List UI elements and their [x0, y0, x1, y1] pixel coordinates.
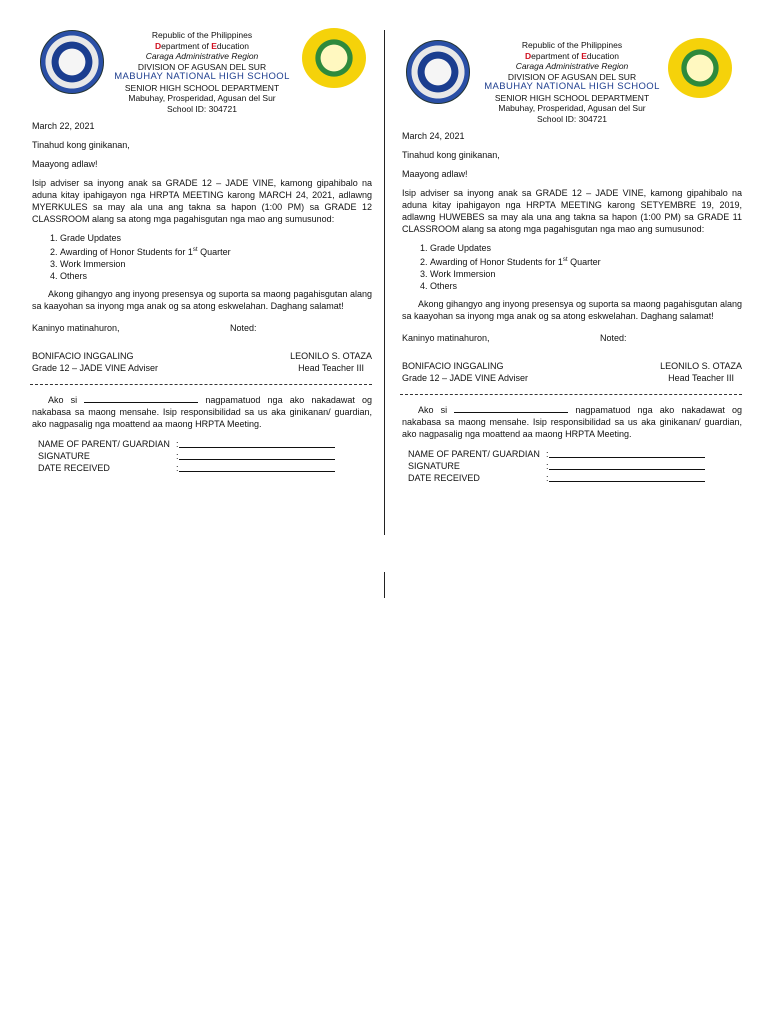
- list-item: 1. Grade Updates: [430, 242, 742, 254]
- noted-label: Noted:: [230, 323, 257, 333]
- page-break-mark: [384, 572, 385, 598]
- field-label-signature: SIGNATURE: [38, 451, 90, 461]
- header-school-id: School ID: 304721: [167, 103, 237, 114]
- header-region: Caraga Administrative Region: [515, 61, 629, 71]
- parent-name-blank[interactable]: [84, 393, 198, 403]
- header-division: DIVISION OF AGUSAN DEL SUR: [137, 61, 267, 72]
- date-received-field[interactable]: [179, 462, 335, 472]
- field-label-parent: NAME OF PARENT/ GUARDIAN: [408, 449, 540, 459]
- letter-body-1: Isip adviser sa inyong anak sa GRADE 12 – JADE VINE, kamong gipahibalo na aduna kitay ipahigayon nga HRPTA MEETING karong MARCH 24, 2021, adlawng MYERKULES sa may ala una ang takna sa hapon (1:00 PM) sa GRADE 12 CLASSROOM alang sa atong mga pagahisgutan nga mao ang sumusunod:: [32, 178, 372, 224]
- letter-date: March 24, 2021: [402, 131, 465, 141]
- letter-right: [402, 0, 742, 484]
- field-label-parent: NAME OF PARENT/ GUARDIAN: [38, 439, 170, 449]
- cut-line: [400, 394, 742, 395]
- header-region: Caraga Administrative Region: [145, 51, 259, 61]
- adviser-title: Grade 12 – JADE VINE Adviser: [402, 373, 529, 383]
- letter-greeting: Maayong adlaw!: [32, 159, 98, 169]
- reply-slip-text: Ako si nagpamatuod nga ako nakadawat og nakabasa sa maong mensahe. Isip responsibilidad sa us aka ginikanan/ guardian, ako nagpasalig nga moattend aa maong HRPTA Meeting.: [402, 405, 742, 439]
- header-school-id: School ID: 304721: [537, 113, 607, 124]
- header-school-name: MABUHAY NATIONAL HIGH SCHOOL: [484, 81, 660, 92]
- agenda-list: [402, 242, 742, 292]
- list-item: 2. Awarding of Honor Students for 1st Quarter: [60, 244, 372, 258]
- parent-name-blank[interactable]: [454, 403, 568, 413]
- letter-body-1: Isip adviser sa inyong anak sa GRADE 12 – JADE VINE, kamong gipahibalo na aduna kitay ipahigayon nga HRPTA MEETING karong SETYEMBRE 19, 2019, adlawng HUWEBES sa may ala una ang takna sa hapon (1:00 PM) sa GRADE 11 CLASSROOM alang sa atong mga pagahisgutan nga mao ang sumusunod:: [402, 188, 742, 234]
- letterhead: [402, 0, 742, 124]
- list-item: 2. Awarding of Honor Students for 1st Quarter: [430, 254, 742, 268]
- cut-line: [30, 384, 372, 385]
- header-address: Mabuhay, Prosperidad, Agusan del Sur: [128, 93, 276, 103]
- head-teacher-name: LEONILO S. OTAZA: [660, 361, 742, 371]
- field-label-signature: SIGNATURE: [408, 461, 460, 471]
- reply-slip-text: Ako si nagpamatuod nga ako nakadawat og nakabasa sa maong mensahe. Isip responsibilidad sa us aka ginikanan/ guardian, ako nagpasalig nga moattend aa maong HRPTA Meeting.: [32, 395, 372, 429]
- header-department: SENIOR HIGH SCHOOL DEPARTMENT: [124, 82, 280, 93]
- head-teacher-title: Head Teacher III: [668, 373, 734, 383]
- list-item: 3. Work Immersion: [430, 268, 742, 280]
- head-teacher-title: Head Teacher III: [298, 363, 364, 373]
- header-division: DIVISION OF AGUSAN DEL SUR: [507, 71, 637, 82]
- header-deped: Department of Education: [154, 40, 250, 51]
- letter-body-2: Akong gihangyo ang inyong presensya og suporta sa maong pagahisgutan alang sa kaayohan sa inyong mga anak og sa atong eskwelahan. Daghang salamat!: [32, 289, 372, 311]
- adviser-name: BONIFACIO INGGALING: [32, 351, 134, 361]
- header-republic: Republic of the Philippines: [521, 40, 623, 50]
- letter-body-2: Akong gihangyo ang inyong presensya og suporta sa maong pagahisgutan alang sa kaayohan sa inyong mga anak og sa atong eskwelahan. Daghang salamat!: [402, 299, 742, 321]
- signature-field[interactable]: [549, 460, 705, 470]
- header-republic: Republic of the Philippines: [151, 30, 253, 40]
- letter-left: [32, 0, 372, 474]
- date-received-field[interactable]: [549, 472, 705, 482]
- head-teacher-name: LEONILO S. OTAZA: [290, 351, 372, 361]
- letter-closing: Kaninyo matinahuron,: [402, 333, 490, 343]
- field-label-date: DATE RECEIVED: [38, 463, 110, 473]
- letter-date: March 22, 2021: [32, 121, 95, 131]
- header-school-name: MABUHAY NATIONAL HIGH SCHOOL: [114, 71, 290, 82]
- adviser-title: Grade 12 – JADE VINE Adviser: [32, 363, 159, 373]
- list-item: 4. Others: [60, 270, 372, 282]
- reply-fields: NAME OF PARENT/ GUARDIAN : SIGNATURE : DATE RECEIVED :: [38, 438, 372, 474]
- reply-fields: NAME OF PARENT/ GUARDIAN : SIGNATURE : DATE RECEIVED :: [408, 448, 742, 484]
- letter-salutation: Tinahud kong ginikanan,: [32, 140, 130, 150]
- header-address: Mabuhay, Prosperidad, Agusan del Sur: [498, 103, 646, 113]
- letterhead: [32, 0, 372, 114]
- header-deped: Department of Education: [524, 50, 620, 61]
- letter-salutation: Tinahud kong ginikanan,: [402, 150, 500, 160]
- signature-field[interactable]: [179, 450, 335, 460]
- parent-name-field[interactable]: [179, 438, 335, 448]
- header-department: SENIOR HIGH SCHOOL DEPARTMENT: [494, 92, 650, 103]
- parent-name-field[interactable]: [549, 448, 705, 458]
- field-label-date: DATE RECEIVED: [408, 473, 480, 483]
- column-divider: [384, 30, 385, 535]
- list-item: 3. Work Immersion: [60, 258, 372, 270]
- letter-closing: Kaninyo matinahuron,: [32, 323, 120, 333]
- agenda-list: [32, 232, 372, 282]
- noted-label: Noted:: [600, 333, 627, 343]
- letter-greeting: Maayong adlaw!: [402, 169, 468, 179]
- list-item: 4. Others: [430, 280, 742, 292]
- list-item: 1. Grade Updates: [60, 232, 372, 244]
- adviser-name: BONIFACIO INGGALING: [402, 361, 504, 371]
